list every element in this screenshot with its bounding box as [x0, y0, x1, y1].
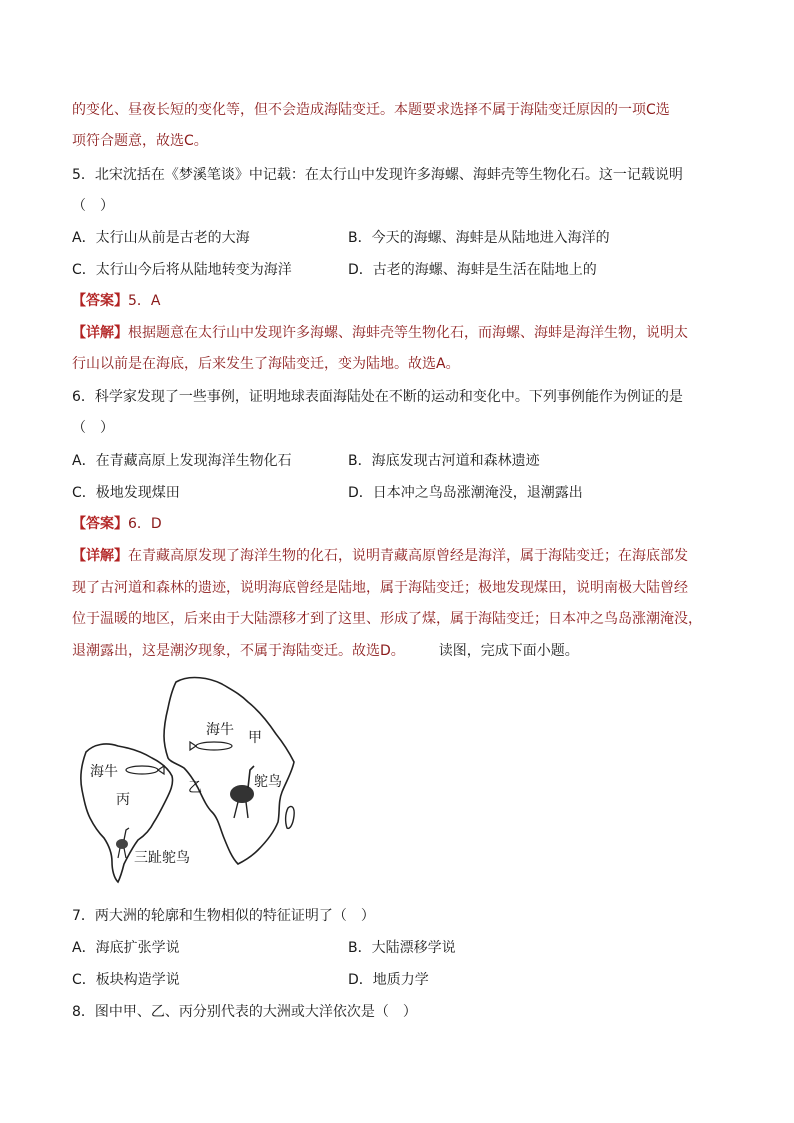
answer-value: 6．D: [128, 516, 162, 532]
q5-stem: 5．北宋沈括在《梦溪笔谈》中记载：在太行山中发现许多海螺、海蚌壳等生物化石。这一记载说明: [72, 167, 683, 183]
manatee-icon-africa: [190, 742, 232, 750]
detail-text: 在青藏高原发现了海洋生物的化石，说明青藏高原曾经是海洋，属于海陆变迁；在海底部发: [128, 548, 688, 564]
q6-stem: 6．科学家发现了一些事例，证明地球表面海陆处在不断的运动和变化中。下列事例能作为例证的是: [72, 389, 683, 405]
q6-detail-2: 现了古河道和森林的遗迹，说明海底曾经是陆地，属于海陆变迁；极地发现煤田，说明南极大陆曾经: [72, 580, 688, 596]
label-rhea: 三趾鸵鸟: [134, 850, 190, 866]
label-bing: 丙: [116, 792, 130, 808]
q5-option-d: D．古老的海螺、海蚌是生活在陆地上的: [348, 262, 597, 278]
ostrich-icon: [230, 766, 254, 818]
q6-detail-1: [72, 546, 688, 566]
answer-tag: 【答案】: [72, 516, 128, 532]
q6-option-a: A．在青藏高原上发现海洋生物化石: [72, 453, 292, 469]
africa-outline: [164, 678, 294, 864]
q5-option-b: B．今天的海螺、海蚌是从陆地进入海洋的: [348, 230, 610, 246]
intro-line-1: 的变化、昼夜长短的变化等，但不会造成海陆变迁。本题要求选择不属于海陆变迁原因的一项C选: [72, 102, 670, 118]
rhea-icon: [116, 828, 129, 858]
manatee-icon-south-america: [126, 766, 164, 774]
detail-tag: 【详解】: [72, 325, 128, 341]
read-map-instruction: 读图，完成下面小题。: [438, 643, 579, 659]
q6-option-c: C．极地发现煤田: [72, 485, 180, 501]
q5-option-c: C．太行山今后将从陆地转变为海洋: [72, 262, 292, 278]
q6-detail-3: 位于温暖的地区，后来由于大陆漂移才到了这里、形成了煤，属于海陆变迁；日本冲之鸟岛涨潮淹没，: [72, 611, 702, 627]
answer-tag: 【答案】: [72, 293, 128, 309]
q6-paren: （ ）: [72, 420, 114, 436]
continent-map-figure: [72, 672, 312, 886]
q6-answer: [72, 514, 162, 534]
q5-paren: （ ）: [72, 198, 114, 214]
q8-stem: 8．图中甲、乙、丙分别代表的大洲或大洋依次是（ ）: [72, 1004, 417, 1020]
q7-stem: 7．两大洲的轮廓和生物相似的特征证明了（ ）: [72, 908, 375, 924]
q5-answer: [72, 291, 160, 311]
label-ostrich: 鸵鸟: [254, 774, 282, 790]
q7-option-c: C．板块构造学说: [72, 972, 180, 988]
answer-value: 5．A: [128, 293, 161, 309]
detail-tag: 【详解】: [72, 548, 128, 564]
madagascar-outline: [286, 806, 295, 828]
detail-text: 退潮露出，这是潮汐现象，不属于海陆变迁。故选D。: [72, 643, 405, 659]
label-yi: 乙: [188, 780, 202, 796]
q6-detail-4: [72, 641, 579, 661]
q7-option-b: B．大陆漂移学说: [348, 940, 456, 956]
q5-detail-1: [72, 323, 688, 343]
detail-text: 根据题意在太行山中发现许多海螺、海蚌壳等生物化石，而海螺、海蚌是海洋生物，说明太: [128, 325, 688, 341]
label-jia: 甲: [248, 730, 262, 746]
q6-option-d: D．日本冲之鸟岛涨潮淹没，退潮露出: [348, 485, 583, 501]
label-manatee-africa: 海牛: [206, 722, 234, 738]
q7-option-d: D．地质力学: [348, 972, 429, 988]
q5-detail-2: 行山以前是在海底，后来发生了海陆变迁，变为陆地。故选A。: [72, 356, 460, 372]
q5-option-a: A．太行山从前是古老的大海: [72, 230, 250, 246]
label-manatee-south-america: 海牛: [90, 764, 118, 780]
q6-option-b: B．海底发现古河道和森林遗迹: [348, 453, 540, 469]
q7-option-a: A．海底扩张学说: [72, 940, 180, 956]
intro-line-2: 项符合题意，故选C。: [72, 133, 208, 149]
